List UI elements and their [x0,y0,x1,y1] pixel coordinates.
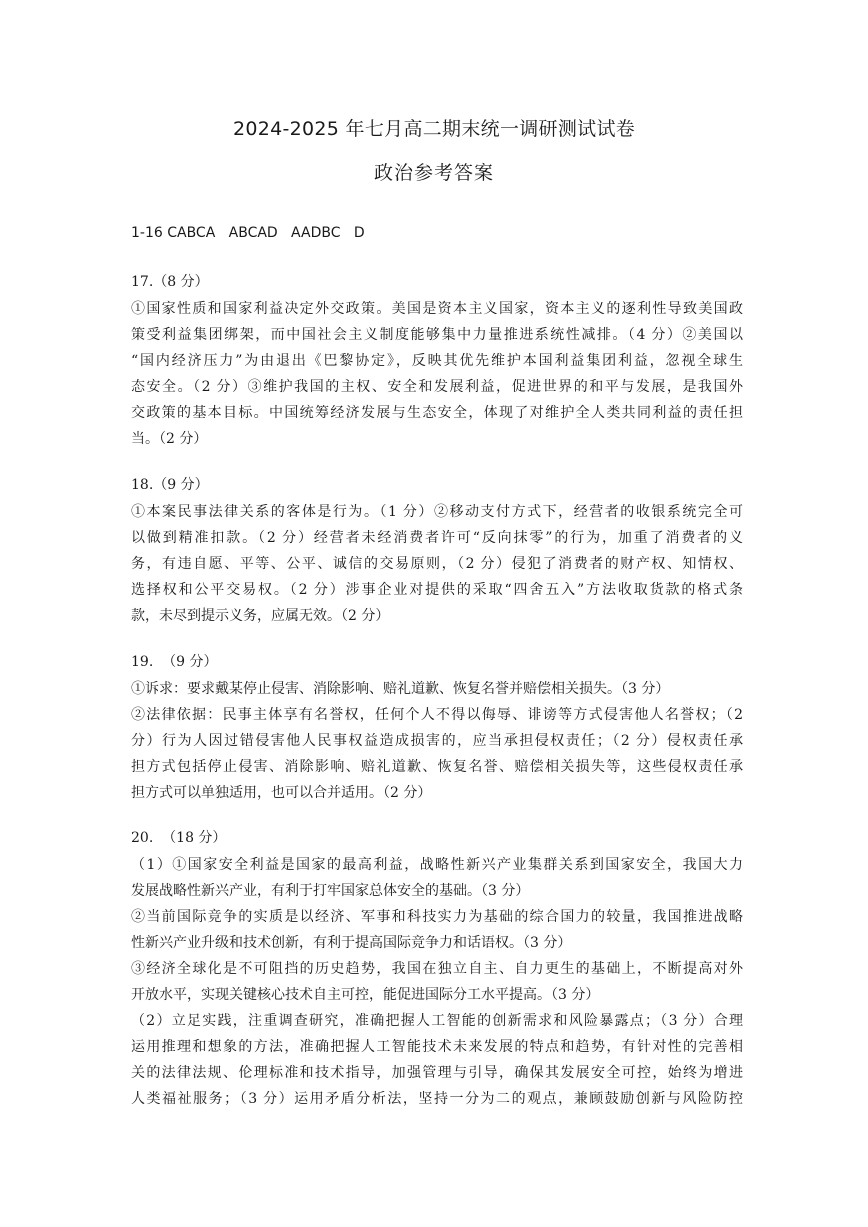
answer-line: 当。（2 分） [131,431,208,447]
answer-line: （2）立足实践，注重调查研究，准确把握人工智能的创新需求和风险暴露点；（3 分）合理 [131,1013,743,1029]
question-18 [131,474,743,629]
answer-line: 关的法律法规、伦理标准和技术指导，加强管理与引导，确保其发展安全可控，始终为增进 [131,1065,743,1081]
answer-line: 交政策的基本目标。中国统筹经济发展与生态安全，体现了对维护全人类共同利益的责任担 [131,405,743,421]
question-20 [131,827,743,1112]
question-17 [131,271,743,452]
answer-line: ③经济全球化是不可阻挡的历史趋势，我国在独立自主、自力更生的基础上，不断提高对外 [131,961,743,977]
answer-line: 发展战略性新兴产业，有利于打牢国家总体安全的基础。（3 分） [131,883,530,899]
answer-line: ②当前国际竞争的实质是以经济、军事和科技实力为基础的综合国力的较量，我国推进战略 [131,909,743,925]
answer-line: ②法律依据：民事主体享有名誉权，任何个人不得以侮辱、诽谤等方式侵害他人名誉权；（2 [131,707,743,723]
answer-line: 选择权和公平交易权。（2 分）涉事企业对提供的采取“四舍五入”方法收取货款的格式条 [131,582,743,598]
answer-line: 以做到精准扣款。（2 分）经营者未经消费者许可“反向抹零”的行为，加重了消费者的义 [131,530,743,546]
answer-line: ①诉求：要求戴某停止侵害、消除影响、赔礼道歉、恢复名誉并赔偿相关损失。（3 分） [131,681,670,697]
answer-line: 担方式包括停止侵害、消除影响、赔礼道歉、恢复名誉、赔偿相关损失等，这些侵权责任承 [131,759,743,775]
multiple-choice-answers: 1-16 CABCA ABCAD AADBC D [131,225,365,241]
answer-line: 性新兴产业升级和技术创新，有利于提高国际竞争力和话语权。（3 分） [131,935,572,951]
answer-line: ①国家性质和国家利益决定外交政策。美国是资本主义国家，资本主义的逐利性导致美国政 [131,301,743,317]
question-heading: 18.（9 分） [131,477,209,493]
question-heading: 19. （9 分） [131,654,218,670]
answer-line: ①本案民事法律关系的客体是行为。（1 分）②移动支付方式下，经营者的收银系统完全可 [131,504,743,520]
answer-line: 人类福祉服务；（3 分）运用矛盾分析法，坚持一分为二的观点，兼顾鼓励创新与风险防控 [131,1091,743,1107]
page-title: 2024-2025 年七月高二期末统一调研测试试卷 [232,118,636,140]
answer-line: （1）①国家安全利益是国家的最高利益，战略性新兴产业集群关系到国家安全，我国大力 [131,857,743,873]
answer-line: 务，有违自愿、平等、公平、诚信的交易原则，（2 分）侵犯了消费者的财产权、知情权、 [131,556,743,572]
answer-line: 运用推理和想象的方法，准确把握人工智能技术未来发展的特点和趋势，有针对性的完善相 [131,1039,743,1055]
answer-line: 担方式可以单独适用，也可以合并适用。（2 分） [131,785,432,801]
answer-line: 态安全。（2 分）③维护我国的主权、安全和发展利益，促进世界的和平与发展，是我国外 [131,379,743,395]
question-heading: 17.（8 分） [131,274,209,290]
question-heading: 20. （18 分） [131,830,227,846]
answer-line: 策受利益集团绑架，而中国社会主义制度能够集中力量推进系统性减排。（4 分）②美国以 [131,327,743,343]
answer-line: 款，未尽到提示义务，应属无效。（2 分） [131,608,390,624]
answer-line: 开放水平，实现关键核心技术自主可控，能促进国际分工水平提高。（3 分） [131,987,600,1003]
answer-line: 分）行为人因过错侵害他人民事权益造成损害的，应当承担侵权责任；（2 分）侵权责任承 [131,733,743,749]
question-19 [131,651,743,806]
page-subtitle: 政治参考答案 [373,162,494,184]
answer-line: “国内经济压力”为由退出《巴黎协定》，反映其优先维护本国利益集团利益，忽视全球生 [131,353,743,369]
